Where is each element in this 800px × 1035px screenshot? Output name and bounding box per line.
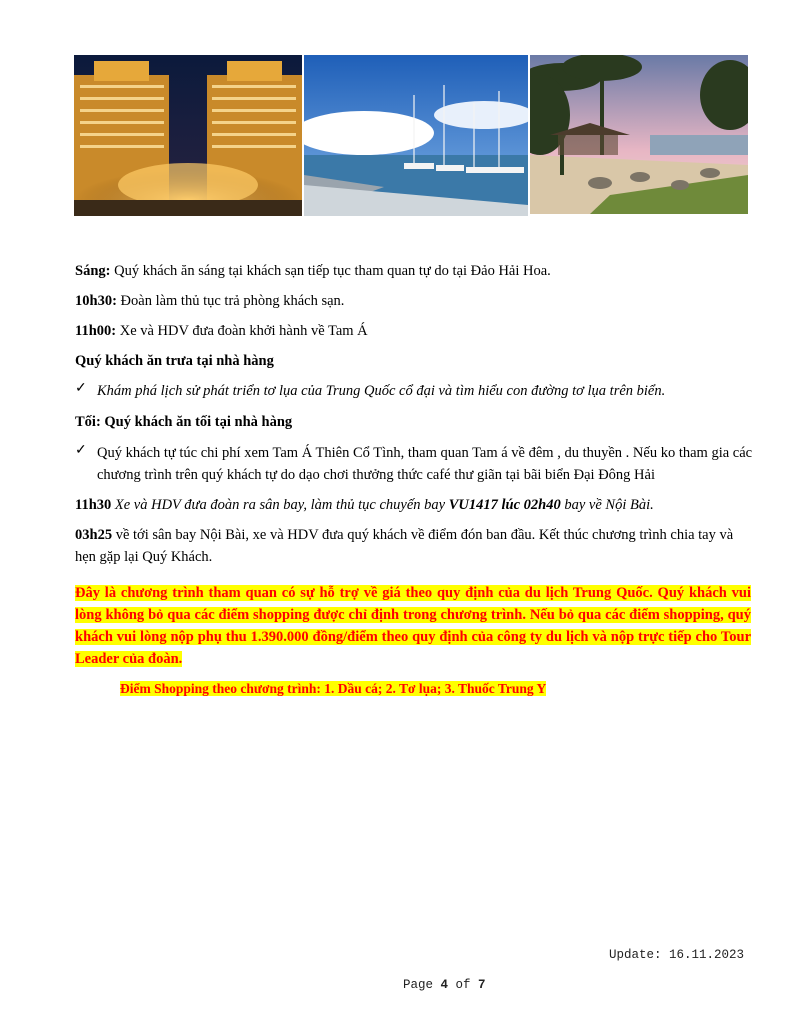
- time-1130-label: 11h30: [75, 497, 112, 513]
- morning-label: Sáng:: [75, 263, 111, 279]
- time-1130-text: Xe và HDV đưa đoàn ra sân bay, làm thủ tục chuyến bay: [111, 497, 449, 513]
- shopping-list-line: [120, 678, 720, 700]
- evening-options-bullet: Quý khách tự túc chi phí xem Tam Á Thiên Cổ Tình, tham quan Tam á về đêm , du thuyền . Nếu ko tham gia các chương trình trên quý khách tự do dạo chơi thưởng thức café thư giãn tại bãi biển Đại Đông Hải: [97, 445, 753, 483]
- check-mark-icon: ✓: [75, 381, 87, 396]
- depart-line: [75, 320, 751, 342]
- silk-road-bullet: Khám phá lịch sử phát triển tơ lụa của Trung Quốc cổ đại và tìm hiểu con đường tơ lụa trên biển.: [97, 383, 666, 399]
- time-1100-text: Xe và HDV đưa đoàn khởi hành về Tam Á: [116, 323, 368, 339]
- page-total: 7: [478, 978, 486, 992]
- page-number: [403, 978, 486, 992]
- time-1100-label: 11h00:: [75, 323, 117, 339]
- airport-line: [75, 494, 751, 516]
- checkout-line: [75, 290, 751, 312]
- shopping-notice: [75, 582, 751, 670]
- time-0325-label: 03h25: [75, 527, 113, 543]
- morning-line: [75, 260, 751, 282]
- shopping-notice-text: Đây là chương trình tham quan có sự hỗ trợ về giá theo quy định của du lịch Trung Quốc. Quý khách vui lòng không bỏ qua các điểm shopping được chỉ định trong chương trình. Nếu bỏ qua các điểm shopping, quý khách vui lòng nộp phụ thu 1.390.000 đồng/điểm theo quy định của công ty du lịch và nộp trực tiếp cho Tour Leader của đoàn.: [75, 585, 751, 667]
- time-1130-text-end: bay về Nội Bài.: [560, 497, 654, 513]
- time-0325-text: về tới sân bay Nội Bài, xe và HDV đưa quý khách về điểm đón ban đầu. Kết thúc chương trình chia tay và hẹn gặp lại Quý Khách.: [75, 527, 734, 565]
- arrival-line: [75, 524, 751, 568]
- page-of: of: [448, 978, 479, 992]
- update-date: Update: 16.11.2023: [609, 948, 745, 962]
- morning-text: Quý khách ăn sáng tại khách sạn tiếp tục tham quan tự do tại Đảo Hải Hoa.: [110, 263, 551, 279]
- dinner-heading: Tối: Quý khách ăn tối tại nhà hàng: [75, 414, 293, 430]
- page-current: 4: [440, 978, 449, 992]
- photo-beach-palms: [530, 55, 748, 214]
- time-1030-label: 10h30:: [75, 293, 117, 309]
- shopping-list: Điểm Shopping theo chương trình: 1. Dầu cá; 2. Tơ lụa; 3. Thuốc Trung Y: [120, 681, 547, 696]
- page-prefix: Page: [403, 978, 441, 992]
- flight-number: VU1417 lúc 02h40: [448, 497, 561, 513]
- photo-marina: [304, 55, 528, 216]
- lunch-heading: Quý khách ăn trưa tại nhà hàng: [75, 353, 274, 369]
- photo-hotel-night: [74, 55, 302, 216]
- check-mark-icon: ✓: [75, 443, 87, 458]
- time-1030-text: Đoàn làm thủ tục trả phòng khách sạn.: [116, 293, 345, 309]
